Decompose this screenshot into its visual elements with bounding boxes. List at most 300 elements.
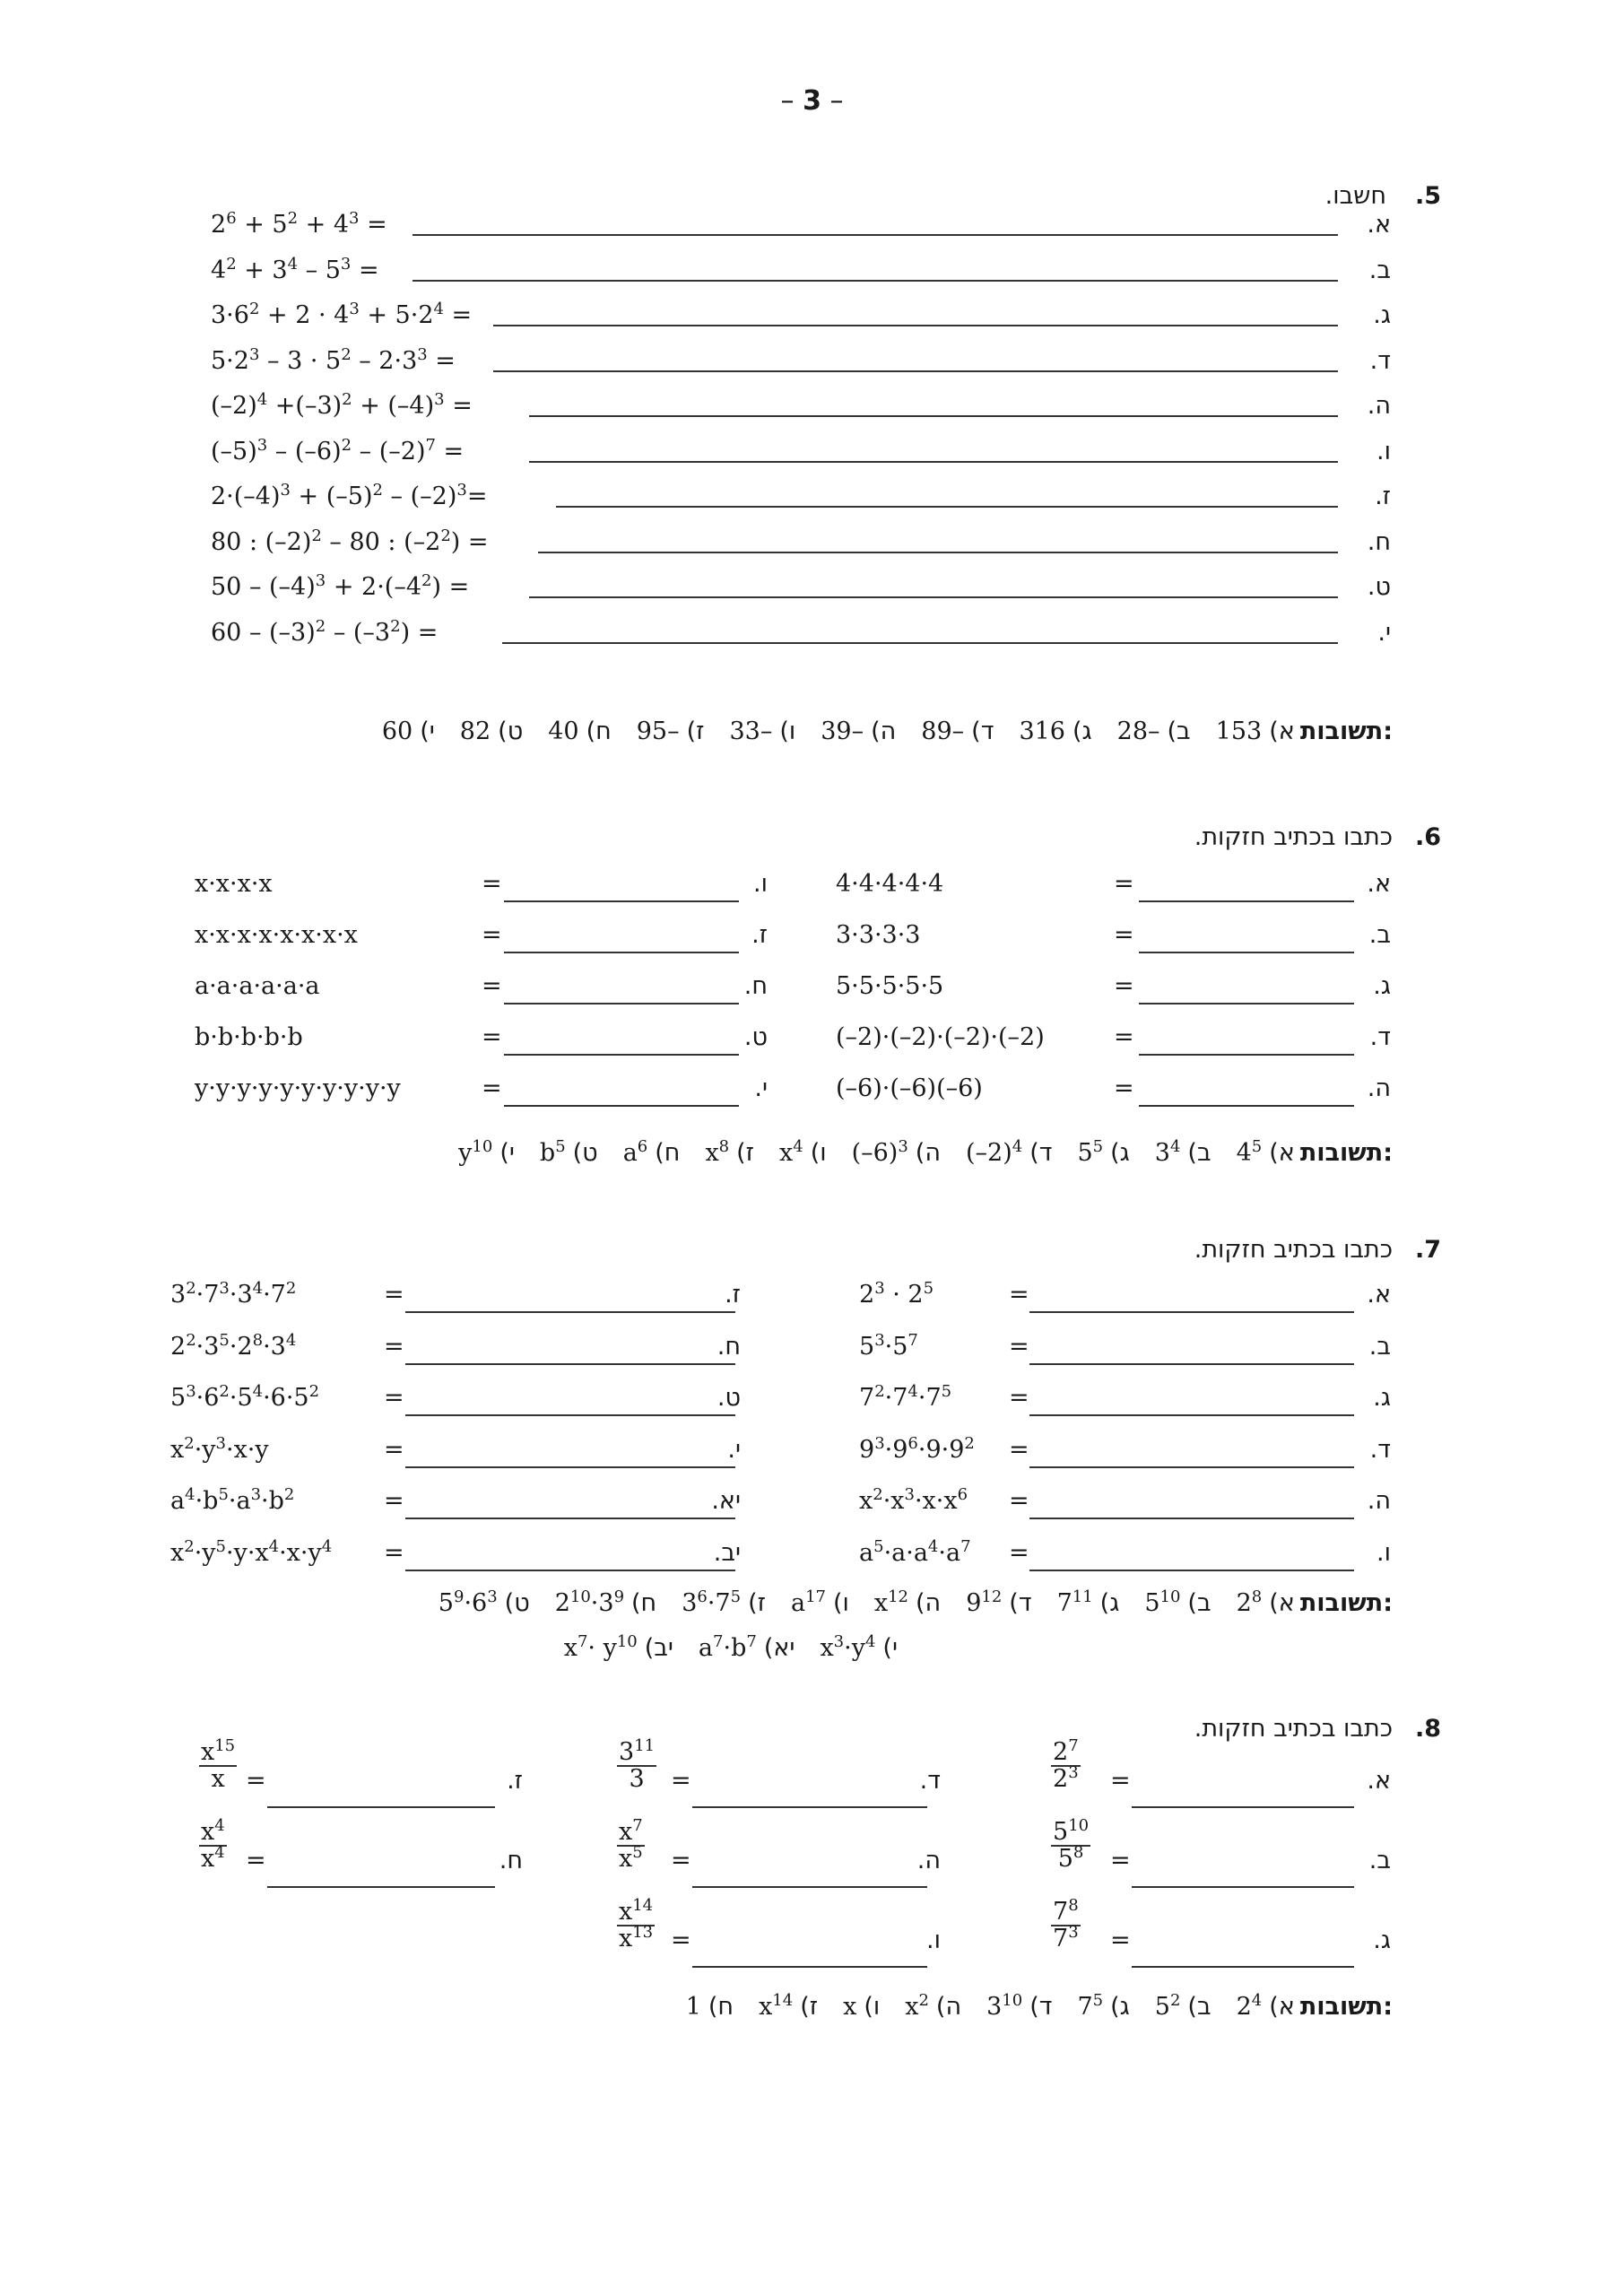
question-8-number: .8	[1415, 1715, 1442, 1743]
q6-item-label: י.	[754, 1074, 768, 1102]
q8-fraction-denominator: $2^3$	[1053, 1763, 1079, 1794]
answer-item	[458, 1139, 515, 1167]
answer-letter: ה)	[935, 1993, 962, 2021]
q6-equals-sign: =	[482, 1023, 502, 1051]
q6-answer-line[interactable]	[504, 1003, 739, 1004]
q7-item-label: ח.	[716, 1332, 741, 1361]
answer-item	[791, 1589, 849, 1617]
q8-fraction-numerator: $3^{11}$	[619, 1736, 656, 1766]
answer-value: 82	[459, 718, 491, 745]
q7-equals-sign: =	[384, 1435, 404, 1464]
q6-answer-line[interactable]	[504, 1054, 739, 1056]
answer-item	[779, 1139, 827, 1167]
q5-answer-line[interactable]	[529, 596, 1338, 598]
q8-fraction	[617, 1816, 645, 1874]
answer-value: 89–	[921, 718, 965, 745]
answer-letter: ג)	[1072, 718, 1092, 745]
q8-fraction	[1051, 1736, 1081, 1794]
answer-value: $2^8$	[1236, 1587, 1263, 1617]
question-5-title: חשבו.	[1324, 182, 1386, 210]
q7-answer-line[interactable]	[1029, 1466, 1354, 1468]
answer-letter: ב)	[1187, 1589, 1211, 1617]
q7-equals-sign: =	[384, 1281, 404, 1309]
q5-answer-line[interactable]	[413, 280, 1338, 282]
answer-value: $(-2)^4$	[965, 1137, 1023, 1167]
q8-fraction	[199, 1816, 227, 1874]
q6-item-expression: (–2)·(–2)·(–2)·(–2)	[836, 1023, 1045, 1051]
question-6-title: כתבו בכתיב חזקות.	[1194, 823, 1393, 851]
answer-item	[705, 1139, 754, 1167]
q6-equals-sign: =	[482, 870, 502, 898]
q8-item-label: ה.	[916, 1847, 941, 1874]
answer-value: $x^3\cdot y^4$	[820, 1632, 876, 1662]
q7-equals-sign: =	[1009, 1538, 1029, 1567]
q6-item-expression: 4·4·4·4·4	[836, 870, 944, 898]
q5-answer-line[interactable]	[538, 552, 1338, 553]
answer-value: $4^5$	[1236, 1137, 1263, 1167]
question-5-answers	[357, 718, 1393, 745]
q8-item-label: ז.	[507, 1767, 523, 1795]
question-8-title: כתבו בכתיב חזקות.	[1194, 1715, 1393, 1743]
q8-equals-sign: =	[671, 1926, 691, 1954]
q7-item-label: יב.	[713, 1538, 741, 1567]
q6-answer-line[interactable]	[1139, 952, 1354, 953]
q6-answer-line[interactable]	[1139, 900, 1354, 902]
answer-letter: ו)	[779, 718, 796, 745]
q8-fraction-numerator: $x^{15}$	[201, 1736, 236, 1766]
q8-fraction-denominator: x	[211, 1765, 225, 1794]
q6-item-expression: 5·5·5·5·5	[836, 972, 944, 1000]
answer-letter: ז)	[736, 1139, 755, 1167]
q6-item-label: ג.	[1373, 972, 1391, 1000]
answer-value: $3^4$	[1154, 1137, 1181, 1167]
q8-answer-line[interactable]	[1132, 1806, 1354, 1808]
q8-fraction	[617, 1736, 656, 1794]
q5-item-label: ה.	[1367, 392, 1391, 420]
q7-answer-line[interactable]	[405, 1414, 735, 1416]
q5-answer-line[interactable]	[529, 461, 1338, 463]
answer-item	[1216, 718, 1295, 745]
answer-value: x	[843, 1993, 857, 2021]
answer-letter: ז)	[800, 1993, 819, 2021]
question-6-number: .6	[1415, 823, 1442, 851]
q5-item-expression: $50 - (-4)^3 + 2\cdot(-4^2)$ =	[211, 571, 470, 601]
q6-item-expression: a·a·a·a·a·a	[195, 972, 320, 1000]
answer-letter: י)	[499, 1139, 515, 1167]
q6-equals-sign: =	[482, 1074, 502, 1102]
answer-item	[699, 1634, 795, 1662]
answer-letter: א)	[1269, 1139, 1295, 1167]
answer-value: $x^2$	[905, 1991, 929, 2021]
answer-value: 33–	[729, 718, 773, 745]
q6-equals-sign: =	[1114, 1023, 1134, 1051]
q6-item-expression: y·y·y·y·y·y·y·y·y·y	[195, 1074, 401, 1102]
answer-letter: ו)	[832, 1589, 849, 1617]
q6-answer-line[interactable]	[1139, 1003, 1354, 1004]
answer-item	[564, 1634, 673, 1662]
answer-item	[759, 1993, 818, 2021]
q5-item-label: ד.	[1369, 346, 1391, 375]
answer-value: 153	[1215, 718, 1263, 745]
answer-item	[1155, 1993, 1211, 2021]
q7-answer-line[interactable]	[405, 1466, 735, 1468]
q5-item-label: ו.	[1376, 437, 1391, 465]
q8-fraction-denominator: $x^{13}$	[619, 1923, 654, 1953]
answer-letter: יב)	[644, 1634, 673, 1662]
q8-equals-sign: =	[1110, 1847, 1131, 1874]
q6-item-label: ב.	[1368, 921, 1391, 949]
q7-item-expression: $9^3\cdot 9^6\cdot 9\cdot 9^2$	[859, 1433, 975, 1464]
answer-value: 39–	[821, 718, 864, 745]
q8-answer-line[interactable]	[692, 1966, 927, 1968]
q7-item-label: יא.	[711, 1487, 741, 1515]
answer-item	[637, 718, 705, 745]
answer-letter: ח)	[631, 1589, 657, 1617]
q6-equals-sign: =	[1114, 921, 1134, 949]
answer-item	[1237, 1589, 1295, 1617]
q5-answer-line[interactable]	[556, 506, 1338, 508]
answers-heading: תשובות:	[1299, 1139, 1393, 1167]
q7-item-label: ד.	[1369, 1435, 1391, 1464]
answer-letter: ג)	[1099, 1589, 1120, 1617]
answer-letter: ג)	[1110, 1993, 1130, 2021]
q6-answer-line[interactable]	[1139, 1054, 1354, 1056]
answer-item	[686, 1993, 734, 2021]
q8-fraction-numerator: $5^{10}$	[1053, 1816, 1090, 1846]
answer-item	[460, 718, 523, 745]
q6-item-label: ט.	[743, 1023, 768, 1051]
answer-item	[905, 1993, 961, 2021]
q8-item-label: ד.	[919, 1767, 941, 1795]
answer-value: $b^5$	[539, 1137, 566, 1167]
answer-value: 40	[548, 718, 579, 745]
q6-item-label: ד.	[1369, 1023, 1391, 1051]
q5-item-expression: 80 : $(-2)^2 - 80$ : $(-2^2)$ =	[211, 526, 489, 556]
answer-value: 95–	[636, 718, 680, 745]
answer-letter: א)	[1269, 1993, 1295, 2021]
q7-item-expression: $5^3\cdot 5^7$	[859, 1330, 918, 1361]
q6-item-label: ו.	[753, 870, 768, 898]
answer-item	[852, 1139, 941, 1167]
q5-answer-line[interactable]	[413, 234, 1338, 236]
q8-answer-line[interactable]	[692, 1806, 927, 1808]
q7-answer-line[interactable]	[1029, 1311, 1354, 1313]
question-7-answers-row-2	[539, 1634, 898, 1662]
answer-item	[1077, 1993, 1129, 2021]
answer-value: $5^9\cdot 6^3$	[438, 1587, 498, 1617]
answer-letter: ג)	[1110, 1139, 1130, 1167]
answer-value: $5^2$	[1154, 1991, 1181, 2021]
answer-letter: ד)	[1009, 1589, 1032, 1617]
question-6-answers	[433, 1139, 1393, 1167]
page-number-value: 3	[803, 85, 821, 117]
q7-answer-line[interactable]	[405, 1570, 735, 1571]
answer-value: $a^6$	[622, 1137, 648, 1167]
q7-item-expression: $a^4\cdot b^5\cdot a^3\cdot b^2$	[170, 1485, 295, 1515]
q6-answer-line[interactable]	[504, 952, 739, 953]
q7-item-label: ה.	[1367, 1487, 1391, 1515]
answer-item	[874, 1589, 941, 1617]
answer-item	[921, 718, 994, 745]
q7-item-expression: $x^2\cdot y^5\cdot y\cdot x^4\cdot x\cdot y^4$	[170, 1536, 333, 1567]
q7-answer-line[interactable]	[405, 1518, 735, 1519]
q5-item-expression: $5\cdot 2^3 - 3 \cdot 5^2 - 2\cdot 3^3$ =	[211, 344, 456, 375]
q7-equals-sign: =	[384, 1332, 404, 1361]
q8-equals-sign: =	[246, 1767, 266, 1795]
answer-value: $5^{10}$	[1144, 1587, 1181, 1617]
q7-answer-line[interactable]	[405, 1311, 735, 1313]
answer-value: $7^{11}$	[1056, 1587, 1093, 1617]
q6-item-expression: b·b·b·b·b	[195, 1023, 303, 1051]
answer-value: 316	[1019, 718, 1065, 745]
answer-value: 60	[381, 718, 413, 745]
q6-item-label: ה.	[1367, 1074, 1391, 1102]
answer-item	[555, 1589, 657, 1617]
answer-value: $x^7\cdot y^{10}$	[563, 1632, 638, 1662]
q8-fraction-numerator: $7^8$	[1053, 1896, 1079, 1926]
question-8-answers	[661, 1993, 1393, 2021]
q7-item-label: י.	[727, 1435, 741, 1464]
q8-equals-sign: =	[671, 1847, 691, 1874]
question-7-title: כתבו בכתיב חזקות.	[1194, 1236, 1393, 1264]
q8-answer-line[interactable]	[1132, 1886, 1354, 1888]
q8-fraction-denominator: $x^4$	[201, 1843, 225, 1874]
q6-equals-sign: =	[482, 921, 502, 949]
answer-letter: ט)	[572, 1139, 598, 1167]
q7-item-label: ג.	[1373, 1384, 1391, 1412]
answer-letter: ד)	[971, 718, 994, 745]
q8-equals-sign: =	[246, 1847, 266, 1874]
q8-fraction-numerator: $x^7$	[619, 1816, 643, 1846]
answer-value: $a^7\cdot b^7$	[698, 1632, 757, 1662]
answer-letter: ט)	[498, 718, 524, 745]
q6-item-label: ז.	[751, 921, 768, 949]
q7-answer-line[interactable]	[1029, 1518, 1354, 1519]
q8-fraction-denominator: $5^8$	[1057, 1843, 1084, 1874]
q5-item-expression: $2\cdot(-4)^3 + (-5)^2 - (-2)^3=$	[211, 481, 488, 510]
answers-heading: תשובות:	[1299, 718, 1393, 745]
q8-equals-sign: =	[1110, 1926, 1131, 1954]
q6-item-expression: x·x·x·x·x·x·x·x	[195, 921, 358, 949]
answer-item	[966, 1139, 1052, 1167]
answer-value: $x^{14}$	[759, 1991, 794, 2021]
answer-value: $2^4$	[1236, 1991, 1263, 2021]
q8-fraction	[199, 1736, 237, 1794]
answers-heading: תשובות:	[1299, 1589, 1393, 1617]
q7-answer-line[interactable]	[405, 1363, 735, 1365]
q7-item-expression: $a^5\cdot a\cdot a^4\cdot a^7$	[859, 1536, 971, 1567]
answer-letter: ה)	[871, 718, 897, 745]
answer-letter: י)	[882, 1634, 898, 1662]
answer-item	[843, 1993, 880, 2021]
answer-letter: י)	[420, 718, 435, 745]
q8-item-label: א.	[1367, 1767, 1391, 1795]
q5-item-expression: $(-5)^3 - (-6)^2 - (-2)^7$ =	[211, 435, 465, 465]
q5-item-label: א.	[1367, 211, 1391, 239]
q5-answer-line[interactable]	[529, 415, 1338, 417]
q8-fraction-numerator: $x^4$	[201, 1816, 225, 1846]
answer-value: $x^8$	[705, 1137, 730, 1167]
answer-value: $a^{17}$	[790, 1587, 826, 1617]
answer-item	[439, 1589, 530, 1617]
q8-fraction-numerator: $x^{14}$	[619, 1896, 654, 1926]
q7-item-expression: $3^2\cdot 7^3\cdot 3^4\cdot 7^2$	[170, 1279, 297, 1309]
q7-item-expression: $7^2\cdot 7^4\cdot 7^5$	[859, 1382, 952, 1412]
q7-item-expression: $x^2\cdot x^3\cdot x\cdot x^6$	[859, 1485, 968, 1515]
answer-letter: ו)	[810, 1139, 827, 1167]
q8-fraction	[1051, 1896, 1081, 1953]
q5-item-expression: $4^2 + 3^4 - 5^3$ =	[211, 254, 379, 284]
q7-equals-sign: =	[384, 1487, 404, 1515]
answer-value: $y^{10}$	[458, 1137, 493, 1167]
q5-item-label: ב.	[1368, 256, 1391, 284]
q8-fraction	[617, 1896, 655, 1953]
answer-item	[382, 718, 435, 745]
q7-equals-sign: =	[384, 1538, 404, 1567]
q8-answer-line[interactable]	[267, 1806, 495, 1808]
answer-item	[682, 1589, 766, 1617]
q6-answer-line[interactable]	[504, 1105, 739, 1107]
answer-value: $7^5$	[1077, 1991, 1104, 2021]
q6-equals-sign: =	[482, 972, 502, 1000]
q8-answer-line[interactable]	[692, 1886, 927, 1888]
q8-answer-line[interactable]	[267, 1886, 495, 1888]
answer-letter: ז)	[748, 1589, 766, 1617]
q8-equals-sign: =	[671, 1767, 691, 1795]
answer-letter: ח)	[586, 718, 612, 745]
answer-value: $9^{12}$	[966, 1587, 1003, 1617]
q7-equals-sign: =	[1009, 1332, 1029, 1361]
q6-item-expression: (–6)·(–6)(–6)	[836, 1074, 983, 1102]
answer-letter: א)	[1269, 718, 1295, 745]
answer-item	[966, 1589, 1031, 1617]
q5-answer-line[interactable]	[493, 325, 1338, 326]
q5-item-expression: $60 - (-3)^2 - (-3^2)$ =	[211, 616, 439, 647]
answer-value: $(-6)^3$	[851, 1137, 908, 1167]
answer-value: $x^{12}$	[873, 1587, 908, 1617]
q8-fraction-denominator: 3	[629, 1765, 645, 1794]
answer-item	[540, 1139, 598, 1167]
q7-item-expression: $x^2\cdot y^3\cdot x\cdot y$	[170, 1433, 269, 1464]
answer-value: $3^{10}$	[986, 1991, 1023, 2021]
answer-item	[548, 718, 612, 745]
q7-item-label: ט.	[716, 1384, 741, 1412]
answer-item	[623, 1139, 681, 1167]
q5-item-expression: $3\cdot 6^2 + 2 \cdot 4^3 + 5\cdot 2^4$ =	[211, 300, 473, 329]
answer-value: 28–	[1116, 718, 1160, 745]
q7-equals-sign: =	[384, 1384, 404, 1412]
answer-letter: יא)	[763, 1634, 795, 1662]
answer-value: $x^4$	[779, 1137, 803, 1167]
q6-equals-sign: =	[1114, 870, 1134, 898]
answer-item	[1144, 1589, 1211, 1617]
answer-value: $2^{10}\cdot 3^9$	[554, 1587, 625, 1617]
answer-letter: א)	[1269, 1589, 1295, 1617]
answer-letter: ה)	[916, 1589, 942, 1617]
q5-answer-line[interactable]	[502, 642, 1338, 644]
q7-item-label: ב.	[1368, 1332, 1391, 1361]
q6-equals-sign: =	[1114, 972, 1134, 1000]
question-7-number: .7	[1415, 1236, 1442, 1264]
q5-item-expression: $(-2)^4 +(-3)^2 + (-4)^3$ =	[211, 390, 473, 420]
answer-value: 1	[685, 1993, 701, 2021]
q5-item-label: ח.	[1367, 527, 1391, 556]
page-number: – 3 –	[780, 85, 844, 117]
q8-equals-sign: =	[1110, 1767, 1131, 1795]
answer-letter: ד)	[1029, 1993, 1053, 2021]
q5-item-label: י.	[1377, 618, 1391, 647]
answer-letter: ז)	[686, 718, 705, 745]
q7-answer-line[interactable]	[1029, 1363, 1354, 1365]
q8-fraction	[1051, 1816, 1090, 1874]
answer-item	[986, 1993, 1052, 2021]
q8-item-label: ו.	[926, 1926, 941, 1954]
q8-answer-line[interactable]	[1132, 1966, 1354, 1968]
q8-item-label: ג.	[1373, 1926, 1391, 1954]
answer-value: $5^5$	[1077, 1137, 1104, 1167]
q5-item-label: ז.	[1375, 483, 1391, 510]
q7-item-label: א.	[1367, 1281, 1391, 1309]
answer-letter: ח)	[655, 1139, 681, 1167]
answer-letter: ד)	[1029, 1139, 1053, 1167]
answer-item	[820, 1634, 898, 1662]
answer-item	[1155, 1139, 1211, 1167]
q8-item-label: ח.	[499, 1847, 523, 1874]
answer-item	[730, 718, 796, 745]
q6-item-expression: x·x·x·x	[195, 870, 273, 898]
answer-item	[1237, 1993, 1295, 2021]
answer-letter: ט)	[504, 1589, 530, 1617]
answer-letter: ו)	[864, 1993, 881, 2021]
q5-item-expression: $2^6 + 5^2 + 4^3$ =	[211, 209, 387, 239]
q5-answer-line[interactable]	[493, 370, 1338, 372]
question-7-answers-row-1	[413, 1589, 1393, 1617]
q6-equals-sign: =	[1114, 1074, 1134, 1102]
answers-heading: תשובות:	[1299, 1993, 1393, 2021]
q7-item-expression: $5^3\cdot 6^2\cdot 5^4\cdot 6\cdot 5^2$	[170, 1382, 320, 1412]
q7-answer-line[interactable]	[1029, 1570, 1354, 1571]
q8-fraction-denominator: $x^5$	[619, 1843, 643, 1874]
answer-letter: ב)	[1187, 1139, 1211, 1167]
q7-equals-sign: =	[1009, 1435, 1029, 1464]
q7-equals-sign: =	[1009, 1281, 1029, 1309]
answer-item	[821, 718, 896, 745]
q7-equals-sign: =	[1009, 1384, 1029, 1412]
question-5-number: .5	[1415, 182, 1442, 210]
q5-item-label: ג.	[1373, 301, 1391, 329]
q8-fraction-denominator: $7^3$	[1053, 1923, 1079, 1953]
answer-item	[1117, 718, 1191, 745]
answer-value: $3^6\cdot 7^5$	[682, 1587, 742, 1617]
q8-fraction-numerator: $2^7$	[1053, 1736, 1079, 1766]
q7-item-expression: $2^3 \cdot 2^5$	[859, 1279, 934, 1309]
q6-answer-line[interactable]	[504, 900, 739, 902]
q7-answer-line[interactable]	[1029, 1414, 1354, 1416]
answer-item	[1057, 1589, 1120, 1617]
answer-letter: ח)	[708, 1993, 734, 2021]
answer-item	[1077, 1139, 1129, 1167]
q7-item-expression: $2^2\cdot 3^5\cdot 2^8\cdot 3^4$	[170, 1330, 297, 1361]
q6-item-expression: 3·3·3·3	[836, 921, 921, 949]
q7-item-label: ז.	[725, 1281, 741, 1309]
answer-letter: ה)	[915, 1139, 941, 1167]
answer-letter: ב)	[1187, 1993, 1211, 2021]
q6-item-label: א.	[1367, 870, 1391, 898]
q6-answer-line[interactable]	[1139, 1105, 1354, 1107]
q8-item-label: ב.	[1368, 1847, 1391, 1874]
q6-item-label: ח.	[743, 972, 768, 1000]
answer-letter: ב)	[1167, 718, 1191, 745]
